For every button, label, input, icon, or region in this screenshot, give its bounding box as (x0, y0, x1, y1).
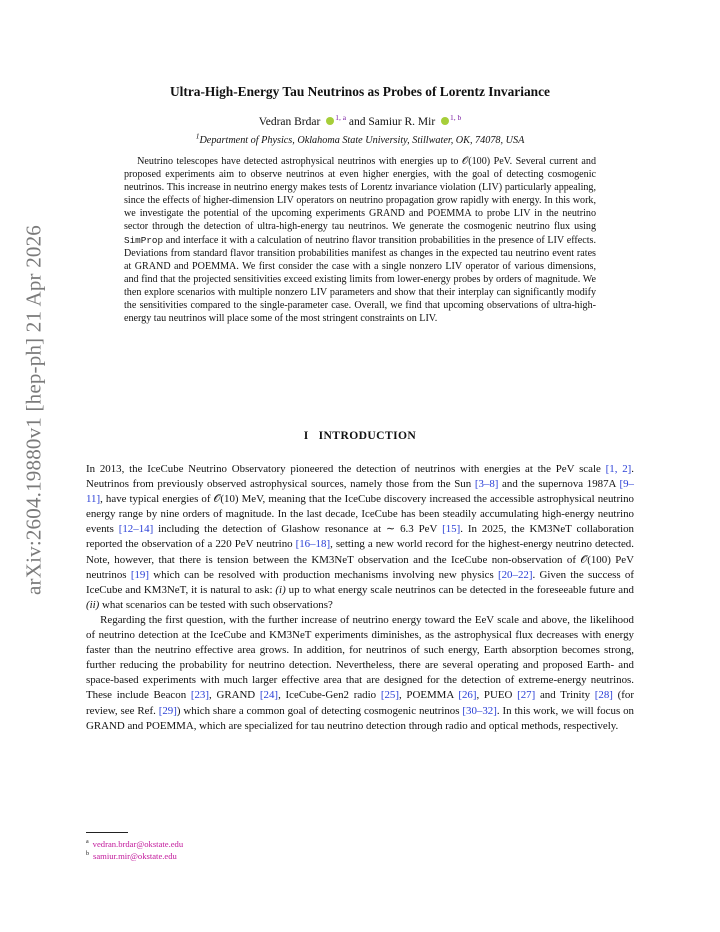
citation-link[interactable]: [9–11] (86, 478, 634, 506)
email-link[interactable]: vedran.brdar@okstate.edu (92, 839, 184, 849)
body-text-span: , PUEO (476, 689, 518, 702)
footnote-mark: a (86, 839, 89, 846)
citation-link[interactable]: [3–8] (474, 478, 499, 491)
footnote-mark: b (86, 851, 89, 858)
body-text-span: up to what energy scale neutrinos can be detected in the foreseeable future and (285, 583, 634, 596)
author-name-2: Samiur R. Mir (368, 116, 436, 128)
citation-link[interactable]: [16–18] (295, 538, 331, 551)
citation-link[interactable]: [23] (190, 689, 210, 702)
affiliation (85, 131, 635, 146)
orcid-icon[interactable] (441, 117, 449, 125)
body-text-span: and Trinity (535, 689, 595, 702)
citation-link[interactable]: [26] (458, 689, 477, 702)
citation-link[interactable]: [28] (594, 689, 613, 702)
body-text-span: , GRAND (209, 689, 260, 702)
section-heading (85, 429, 635, 442)
body-text-span: Regarding the first question, with the further increase of neutrino energy toward the EeV scale and above, the likelihood of neutrino detection at the IceCube and KM3NeT experiments diminishes, as the astrophysical flux decreases with energy faster than the neutrino effective area grows. In addition, for neutrinos of such energy, Earth absorption becomes strong, further reducing the probability for neutrino detection. Nevertheless, there are several operating and proposed Earth- and space-based experiments with much larger effective area that are designed for the detection of extreme-energy neutrinos. These include Beacon (86, 613, 634, 702)
enumeration-label: (ii) (86, 598, 100, 611)
citation-link[interactable]: [12–14] (118, 523, 154, 536)
intro-paragraph-2 (86, 613, 634, 734)
body-text-span: which can be resolved with production mechanisms involving new physics (148, 568, 498, 581)
email-link[interactable]: samiur.mir@okstate.edu (93, 851, 177, 861)
introduction-body (86, 462, 634, 734)
abstract-text: and interface it with a calculation of neutrino flavor transition probabilities in the presence of LIV effects. Deviations from standard flavor transition probabilities manifest as changes in the expected tau neutrino event rates at GRAND and POEMMA. We first consider the case with a single nonzero LIV operator of various dimensions, and find that the projected sensitivities exceed existing limits from lower-energy probes by orders of magnitude. We then explore scenarios with multiple nonzero LIV parameters and show that their interplay can significantly modify the sensitivities compared to the single-parameter case. Overall, we find that upcoming observations of ultra-high-energy tau neutrinos will place some of the most stringent constraints on LIV. (124, 234, 596, 325)
author-line (85, 113, 635, 128)
citation-link[interactable]: [15] (442, 523, 461, 536)
body-text-span: , POEMMA (398, 689, 459, 702)
citation-link[interactable]: [27] (517, 689, 536, 702)
arxiv-side-stamp (18, 170, 50, 650)
body-text-span: . Neutrinos from previously observed astrophysical sources, namely those from the Sun (86, 463, 635, 491)
enumeration-label: (i) (275, 583, 286, 596)
code-name: SimProp (124, 234, 164, 246)
body-text-span: ) which share a common goal of detecting cosmogenic neutrinos (176, 704, 463, 717)
author-name-1: Vedran Brdar (258, 116, 321, 128)
section-title: INTRODUCTION (318, 429, 417, 442)
citation-link[interactable]: [19] (130, 568, 149, 581)
orcid-icon[interactable] (326, 117, 334, 125)
citation-link[interactable]: [24] (259, 689, 279, 702)
arxiv-identifier: arXiv:2604.19880v1 [hep-ph] 21 Apr 2026 (21, 225, 46, 595)
author-superscript-1[interactable]: 1, a (335, 113, 347, 123)
body-text-span: . In 2025, the KM3NeT collaboration reported the observation of a 220 PeV neutrino (86, 523, 634, 551)
body-text-span: and the supernova 1987A (498, 478, 620, 491)
citation-link[interactable]: [1, 2] (605, 463, 632, 475)
citation-link[interactable]: [29] (158, 704, 177, 717)
section-number: I (303, 429, 309, 442)
body-text-span: , setting a new world record for the highest-energy neutrino detected. Note, however, that there is tension between the KM3NeT observation and the IceCube non-observation of 𝒪(100) PeV neutrinos (86, 538, 634, 581)
body-text-span: . In this work, we will focus on GRAND and POEMMA, which are specialized for tau neutrino detection through radio and optical methods, respectively. (86, 704, 634, 732)
body-text-span: , have typical energies of 𝒪(10) MeV, meaning that the IceCube discovery increased the accessible astrophysical neutrino energy range by nine orders of magnitude. In the last decade, IceCube has been steadily accumulating high-energy neutrino events (86, 493, 634, 536)
body-text-span: In 2013, the IceCube Neutrino Observatory pioneered the detection of neutrinos with energies at the PeV scale (86, 463, 606, 475)
abstract (124, 155, 596, 325)
footnote-a (86, 838, 183, 850)
author-conjunction: and (348, 116, 366, 128)
body-text-span: including the detection of Glashow resonance at ∼ 6.3 PeV (153, 523, 443, 536)
body-text-span: , IceCube-Gen2 radio (278, 689, 381, 702)
body-text-span: what scenarios can be tested with such observations? (99, 598, 333, 611)
citation-link[interactable]: [25] (380, 689, 399, 702)
affiliation-text: Department of Physics, Oklahoma State University, Stillwater, OK, 74078, USA (199, 135, 525, 146)
author-superscript-2[interactable]: 1, b (450, 113, 462, 123)
abstract-text: Neutrino telescopes have detected astrophysical neutrinos with energies up to 𝒪(100) PeV. Several current and proposed experiments aim to observe neutrinos at even higher energies, with the goal of detecting cosmogenic neutrinos. This increase in neutrino energy makes tests of Lorentz invariance violation (LIV) particularly appealing, since the effects of higher-dimension LIV operators on neutrino propagation grow rapidly with energy. In this work, we investigate the potential of the upcoming experiments GRAND and POEMMA to probe LIV in the neutrino sector through the detection of ultra-high-energy tau neutrinos. We generate the cosmogenic neutrino flux using (124, 156, 596, 233)
paper-title: Ultra-High-Energy Tau Neutrinos as Probes of Lorentz Invariance (169, 84, 551, 99)
intro-paragraph-1 (86, 462, 634, 613)
citation-link[interactable]: [20–22] (497, 568, 533, 581)
footnotes (86, 838, 183, 862)
footnote-rule (86, 832, 128, 833)
body-text-span: (for review, see Ref. (86, 689, 634, 717)
affiliation-mark: 1 (195, 131, 200, 141)
citation-link[interactable]: [30–32] (462, 704, 497, 717)
body-text-span: . Given the success of IceCube and KM3NeT, it is natural to ask: (86, 568, 634, 596)
footnote-b (86, 850, 183, 862)
